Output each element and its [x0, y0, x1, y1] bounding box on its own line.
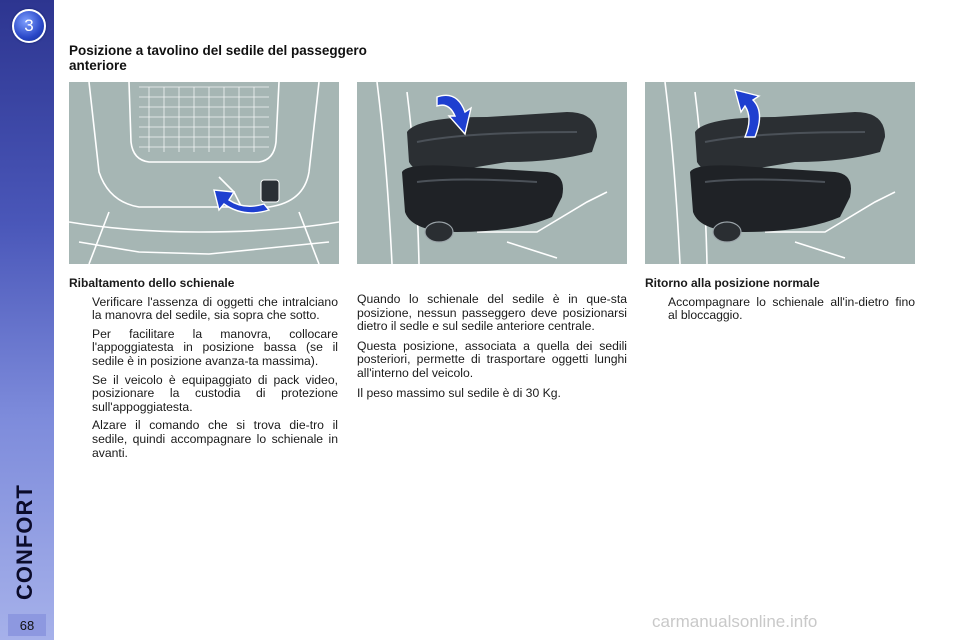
- seat-return-illustration: [645, 82, 915, 264]
- column-backrest-folding: [69, 277, 338, 465]
- paragraph: Questa posizione, associata a quella dei sedili posteriori, permette di trasportare oggetti lunghi all'interno del veicolo.: [357, 338, 627, 380]
- list-item: Accompagnare lo schienale all'in-dietro fino al bloccaggio.: [668, 294, 915, 323]
- seat-folded-illustration: [357, 82, 627, 264]
- paragraph: Quando lo schienale del sedile è in que-sta posizione, nessun passeggero deve posizionarsi dietro il sedle e sul sedile anteriore centrale.: [357, 292, 627, 334]
- figure-seat-release: [69, 82, 339, 264]
- seat-back-illustration: [69, 82, 339, 264]
- column-return-normal: [645, 277, 915, 328]
- figure-seat-return: [645, 82, 915, 264]
- heading-return-normal: Ritorno alla posizione normale: [645, 276, 820, 290]
- heading-backrest-folding: Ribaltamento dello schienale: [69, 276, 235, 290]
- paragraph: Il peso massimo sul sedile è di 30 Kg.: [357, 385, 561, 400]
- chapter-number-badge: 3: [12, 9, 46, 43]
- page-number: 68: [8, 614, 46, 636]
- figure-seat-folding: [357, 82, 627, 264]
- chapter-sidebar: [0, 0, 54, 640]
- page-title: Posizione a tavolino del sedile del passeggero anteriore: [69, 43, 367, 73]
- list-item: Per facilitare la manovra, collocare l'appoggiatesta in posizione bassa (se il sedile è in posizione avanza-ta massima).: [92, 326, 338, 368]
- list-item: Verificare l'assenza di oggetti che intralciano la manovra del sedile, sia sopra che sotto.: [92, 294, 338, 323]
- list-item: Se il veicolo è equipaggiato di pack video, posizionare la custodia di protezione sull'appoggiatesta.: [92, 372, 338, 414]
- watermark: carmanualsonline.info: [652, 612, 818, 631]
- list-item: Alzare il comando che si trova die-tro il sedile, quindi accompagnare lo schienale in avanti.: [92, 418, 338, 460]
- section-label: CONFORT: [12, 484, 37, 600]
- column-table-position-info: [357, 293, 627, 406]
